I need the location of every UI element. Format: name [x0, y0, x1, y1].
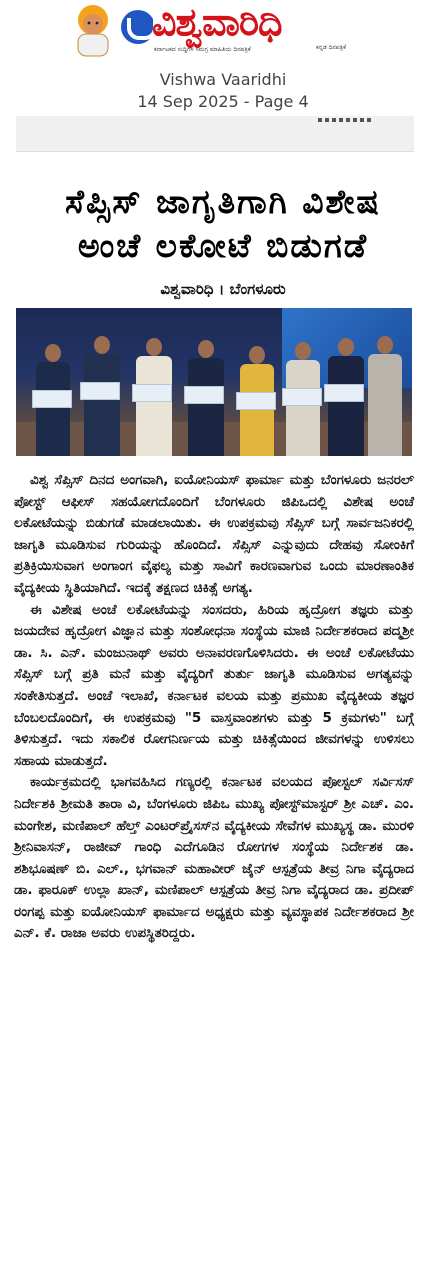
newspaper-brand[interactable]: ವಿಶ್ವವಾರಿಧಿ [152, 0, 282, 44]
photo-person [36, 344, 70, 456]
clipping-edge [16, 116, 414, 152]
article-paragraph: ವಿಶ್ವ ಸೆಪ್ಸಿಸ್ ದಿನದ ಅಂಗವಾಗಿ, ಐಯೋನಿಯಸ್ ಫಾರ್ಮಾ ಮತ್ತು ಬೆಂಗಳೂರು ಜನರಲ್ ಪೋಸ್ಟ್ ಆಫೀಸ್ ಸಹಯೋಗದೊಂದಿಗೆ ಬೆಂಗಳೂರು ಜಿಪಿಒದಲ್ಲಿ ವಿಶೇಷ ಅಂಚೆ ಲಕೋಟೆಯನ್ನು ಬಿಡುಗಡೆ ಮಾಡಲಾಯಿತು. ಈ ಉಪಕ್ರಮವು ಸೆಪ್ಸಿಸ್ ಬಗ್ಗೆ ಸಾರ್ವಜನಿಕರಲ್ಲಿ ಜಾಗೃತಿ ಮೂಡಿಸುವ ಗುರಿಯನ್ನು ಹೊಂದಿದೆ. ಸೆಪ್ಸಿಸ್ ಎನ್ನುವುದು ದೇಹವು ಸೋಂಕಿಗೆ ಪ್ರತಿಕ್ರಿಯಿಸುವಾಗ ಅಂಗಾಂಗ ವೈಫಲ್ಯ ಮತ್ತು ಸಾವಿಗೆ ಕಾರಣವಾಗುವ ಒಂದು ಮಾರಣಾಂತಿಕ ವೈದ್ಯಕೀಯ ಸ್ಥಿತಿಯಾಗಿದೆ. ಇದಕ್ಕೆ ತಕ್ಷಣದ ಚಿಕಿತ್ಸೆ ಅಗತ್ಯ. [14, 472, 414, 596]
masthead [0, 0, 446, 62]
brand-badge-icon [121, 10, 155, 44]
photo-person [136, 338, 172, 456]
brand-subtag: ಕನ್ನಡ ದಿನಪತ್ರಿಕೆ [316, 44, 347, 51]
byline: ವಿಶ್ವವಾರಿಧಿ । ಬೆಂಗಳೂರು [160, 280, 286, 298]
photo-person [84, 336, 120, 456]
event-photo[interactable] [16, 308, 412, 456]
publication-date-page: 14 Sep 2025 - Page 4 [137, 92, 309, 111]
mascot-logo-icon [66, 2, 120, 58]
brand-tagline: ಕರ್ನಾಟಕದ ಸುದ್ದಿಗಳ ಸಮಗ್ರ ಮಾಹಿತಿಯ ದಿನಪತ್ರಿಕೆ [154, 46, 251, 53]
article-paragraph: ಕಾರ್ಯಕ್ರಮದಲ್ಲಿ ಭಾಗವಹಿಸಿದ ಗಣ್ಯರಲ್ಲಿ ಕರ್ನಾಟಕ ವಲಯದ ಪೋಸ್ಟಲ್ ಸರ್ವಿಸಸ್ ನಿರ್ದೇಶಕಿ ಶ್ರೀಮತಿ ತಾರಾ ವಿ, ಬೆಂಗಳೂರು ಜಿಪಿಒ ಮುಖ್ಯ ಪೋಸ್ಟ್‌ಮಾಸ್ಟರ್ ಶ್ರೀ ಎಚ್. ಎಂ. ಮಂಗೇಶ, ಮಣಿಪಾಲ್ ಹೆಲ್ತ್ ಎಂಟರ್‌ಪ್ರೈಸಸ್‌ನ ವೈದ್ಯಕೀಯ ಸೇವೆಗಳ ಮುಖ್ಯಸ್ಥ ಡಾ. ಮುರಳಿ ಶ್ರೀನಿವಾಸನ್, ರಾಜೀವ್ ಗಾಂಧಿ ಎದೆಗೂಡಿನ ರೋಗಗಳ ಸಂಸ್ಥೆಯ ನಿರ್ದೇಶಕ ಡಾ. ಶಶಿಭೂಷಣ್ ಬಿ. ಎಲ್., ಭಗವಾನ್ ಮಹಾವೀರ್ ಜೈನ್ ಆಸ್ಪತ್ರೆಯ ತೀವ್ರ ನಿಗಾ ವೈದ್ಯರಾದ ಡಾ. ಫಾರೂಕ್ ಉಲ್ಲಾ ಖಾನ್, ಮಣಿಪಾಲ್ ಆಸ್ಪತ್ರೆಯ ತೀವ್ರ ನಿಗಾ ವೈದ್ಯರಾದ ಡಾ. ಪ್ರದೀಪ್ ರಂಗಪ್ಪ ಮತ್ತು ಐಯೋನಿಯಸ್ ಫಾರ್ಮಾದ ಅಧ್ಯಕ್ಷರು ಮತ್ತು ವ್ಯವಸ್ಥಾಪಕ ನಿರ್ದೇಶಕರಾದ ಶ್ರೀ ಎನ್. ಕೆ. ರಾಜಾ ಅವರು ಉಪಸ್ಥಿತರಿದ್ದರು. [14, 774, 414, 942]
headline-line-2: ಅಂಚೆ ಲಕೋಟೆ ಬಿಡುಗಡೆ [77, 226, 369, 265]
article-body [14, 470, 414, 945]
photo-person [286, 342, 320, 456]
photo-person [240, 346, 274, 456]
photo-person [368, 336, 402, 456]
article-paragraph: ಈ ವಿಶೇಷ ಅಂಚೆ ಲಕೋಟೆಯನ್ನು ಸಂಸದರು, ಹಿರಿಯ ಹೃದ್ರೋಗ ತಜ್ಞರು ಮತ್ತು ಜಯದೇವ ಹೃದ್ರೋಗ ವಿಜ್ಞಾನ ಮತ್ತು ಸಂಶೋಧನಾ ಸಂಸ್ಥೆಯ ಮಾಜಿ ನಿರ್ದೇಶಕರಾದ ಪದ್ಮಶ್ರೀ ಡಾ. ಸಿ. ಎನ್. ಮಂಜುನಾಥ್ ಅವರು ಅನಾವರಣಗೊಳಿಸಿದರು. ಈ ಅಂಚೆ ಲಕೋಟೆಯು ಸೆಪ್ಸಿಸ್ ಬಗ್ಗೆ ಪ್ರತಿ ಮನೆ ಮತ್ತು ವೈದ್ಯರಿಗೆ ತುರ್ತು ಜಾಗೃತಿ ಮೂಡಿಸುವ ಅಗತ್ಯವನ್ನು ಸಂಕೇತಿಸುತ್ತದೆ. ಅಂಚೆ ಇಲಾಖೆ, ಕರ್ನಾಟಕ ವಲಯ ಮತ್ತು ಪ್ರಮುಖ ವೈದ್ಯಕೀಯ ತಜ್ಞರ ಬೆಂಬಲದೊಂದಿಗೆ, ಈ ಉಪಕ್ರಮವು "5 ವಾಸ್ತವಾಂಶಗಳು ಮತ್ತು 5 ಕ್ರಮಗಳು" ಬಗ್ಗೆ ತಿಳಿಸುತ್ತದೆ. ಇದು ಸಕಾಲಿಕ ರೋಗನಿರ್ಣಯ ಮತ್ತು ಚಿಕಿತ್ಸೆಯಿಂದ ಜೀವಗಳನ್ನು ಉಳಿಸಲು ಸಹಾಯ ಮಾಡುತ್ತದೆ. [14, 601, 414, 769]
photo-person [328, 338, 364, 456]
publication-name: Vishwa Vaaridhi [159, 70, 287, 89]
headline-line-1: ಸೆಪ್ಸಿಸ್ ಜಾಗೃತಿಗಾಗಿ ವಿಶೇಷ [65, 182, 381, 221]
photo-person [188, 340, 224, 456]
